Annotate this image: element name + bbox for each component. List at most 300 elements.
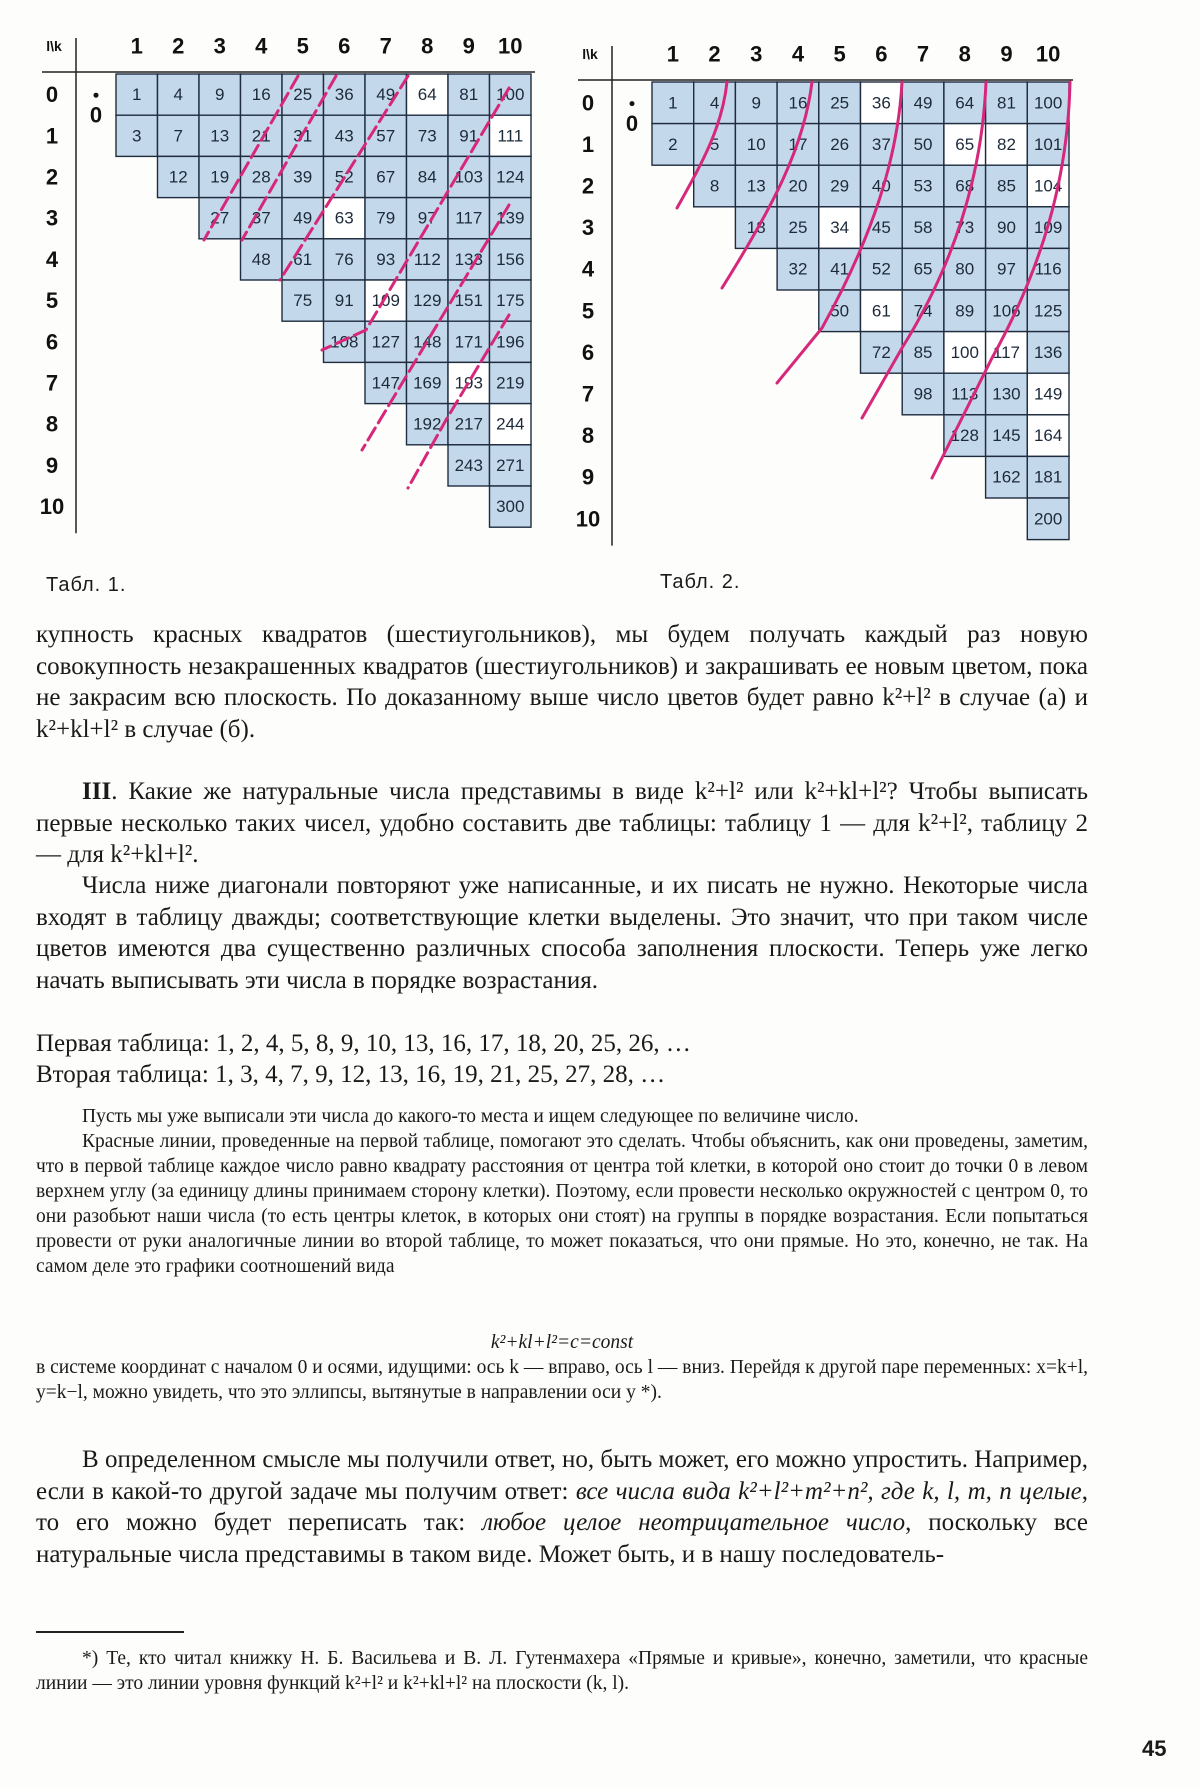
cell-value: 90 xyxy=(996,218,1016,238)
paragraph-3: Числа ниже диагонали повторяют уже написанные, и их писать не нужно. Некоторые числа входят в таблицу дважды; соответствующие клетки выделены. Это значит, что при таком числе цветов имеются два существенно различных способа заполнения плоскости. Теперь уже легко начать выписывать эти числа в порядке возрастания. xyxy=(36,872,1088,994)
row-header: 4 xyxy=(45,246,59,272)
table-cell xyxy=(490,445,532,486)
table-cell xyxy=(448,115,490,156)
table-cell xyxy=(819,248,861,290)
small-paragraph-2: Красные линии, проведенные на первой таблице, помогают это сделать. Чтобы объяснить, как они проведены, заметим, что в первой таблице каждое число равно квадрату расстояния от центра той клетки, в которой оно стоит до точки 0 в левом верхнем углу (за единицу длины принимаем сторону клетки). Поэтому, если провести несколько окружностей с центром 0, то они разобьют наши числа (то есть центры клеток, в которых они стоят) на группы в порядке возрастания. Если попытаться провести от руки аналогичные линии во второй таблице, то может показаться, что они прямые. Но это, конечно, не так. На самом деле это графики соотношений вида xyxy=(36,1131,1088,1277)
cell-value: 196 xyxy=(496,332,525,352)
cell-value: 100 xyxy=(950,342,979,362)
cell-value: 73 xyxy=(417,126,437,146)
cell-value: 81 xyxy=(996,93,1016,113)
sequence-table-1 xyxy=(36,1028,691,1060)
cell-value: 37 xyxy=(251,208,271,228)
cell-value: 72 xyxy=(871,342,891,362)
table-1-grid xyxy=(36,30,546,540)
table-cell xyxy=(944,415,986,457)
small-paragraph-3: в системе координат с началом 0 и осями, идущими: ось k — вправо, ось l — вниз. Перейдя к другой паре переменных: x=k+l, y=k−l, можно увидеть, что это эллипсы, вытянутые в направлении оси y *). xyxy=(36,1357,1088,1403)
cell-value: 18 xyxy=(746,218,766,238)
table-1-caption: Табл. 1. xyxy=(46,574,127,596)
table-cell xyxy=(365,321,407,362)
cell-value: 106 xyxy=(992,301,1021,321)
cell-value: 100 xyxy=(1033,93,1063,113)
column-header: 6 xyxy=(338,33,351,59)
table-cell xyxy=(986,248,1028,290)
column-header: 2 xyxy=(172,33,185,59)
table-cell xyxy=(861,165,903,207)
row-header: 7 xyxy=(581,381,595,407)
column-header: 10 xyxy=(498,33,523,59)
table-cell xyxy=(199,198,241,239)
cell-value: 49 xyxy=(293,208,313,228)
cell-value: 65 xyxy=(913,259,933,279)
row-header: 0 xyxy=(581,90,595,116)
cell-value: 3 xyxy=(132,126,142,146)
table-cell xyxy=(735,165,777,207)
cell-value: 9 xyxy=(215,85,225,105)
column-header: 8 xyxy=(421,33,434,59)
cell-value: 5 xyxy=(709,134,720,154)
footnote-divider xyxy=(36,1631,184,1633)
cell-value: 85 xyxy=(913,342,933,362)
sequence-2-label: Вторая таблица: xyxy=(36,1061,209,1088)
table-cell xyxy=(158,115,200,156)
table-cell xyxy=(282,156,324,197)
column-header: 5 xyxy=(833,41,846,67)
table-cell xyxy=(365,198,407,239)
cell-value: 36 xyxy=(334,85,354,105)
sequence-1-label: Первая таблица: xyxy=(36,1030,210,1057)
cell-value: 20 xyxy=(788,176,808,196)
page-number: 45 xyxy=(1142,1736,1167,1761)
cell-value: 19 xyxy=(210,167,230,187)
origin-label: 0 xyxy=(89,102,103,128)
table-cell xyxy=(116,74,158,115)
table-cell xyxy=(1027,373,1069,415)
cell-value: 128 xyxy=(950,426,979,446)
column-header: 7 xyxy=(379,33,392,59)
cell-value: 300 xyxy=(496,497,525,517)
cell-value: 112 xyxy=(413,249,441,269)
cell-value: 100 xyxy=(496,85,525,105)
cell-value: 13 xyxy=(746,176,766,196)
table-cell xyxy=(116,115,158,156)
cell-value: 2 xyxy=(668,134,678,154)
table-cell xyxy=(777,248,819,290)
cell-value: 67 xyxy=(376,167,396,187)
row-header: 0 xyxy=(45,82,59,108)
table-cell xyxy=(986,456,1028,498)
column-header: 8 xyxy=(958,41,971,67)
table-cell xyxy=(944,332,986,374)
table-cell xyxy=(1027,415,1069,457)
cell-value: 145 xyxy=(992,426,1021,446)
table-cell xyxy=(944,82,986,124)
column-header: 3 xyxy=(750,41,763,67)
table-cell xyxy=(861,290,903,332)
table-cell xyxy=(448,156,490,197)
cell-value: 139 xyxy=(496,208,525,228)
table-cell xyxy=(324,115,366,156)
cell-value: 64 xyxy=(955,93,975,113)
cell-value: 49 xyxy=(376,85,396,105)
table-cell xyxy=(490,486,532,527)
table-cell xyxy=(324,321,366,362)
row-header: 1 xyxy=(45,123,59,149)
column-header: 9 xyxy=(462,33,475,59)
paragraph-2-text: . Какие же натуральные числа представимы в виде k²+l² или k²+kl+l²? Чтобы выписать первые несколько таких чисел, удобно составить две таблицы: таблицу 1 — для k²+l², таблицу 2 — для k²+kl+l². xyxy=(36,778,1088,868)
cell-value: 49 xyxy=(913,93,933,113)
column-header: 7 xyxy=(916,41,930,67)
cell-value: 129 xyxy=(413,291,442,311)
cell-value: 26 xyxy=(830,134,850,154)
row-header: 8 xyxy=(581,423,595,449)
table-cell xyxy=(324,280,366,321)
cell-value: 32 xyxy=(788,259,808,279)
table-cell xyxy=(282,280,324,321)
table-cell xyxy=(1027,456,1069,498)
cell-value: 147 xyxy=(371,373,400,393)
column-header: 3 xyxy=(213,33,226,59)
cell-value: 52 xyxy=(334,167,354,187)
table-cell xyxy=(986,207,1028,249)
column-header: 1 xyxy=(666,41,679,67)
table-cell xyxy=(735,124,777,166)
cell-value: 29 xyxy=(830,176,850,196)
row-header: 3 xyxy=(45,205,59,231)
table-1 xyxy=(36,30,546,540)
cell-value: 89 xyxy=(955,301,975,321)
table-cell xyxy=(158,156,200,197)
table-cell xyxy=(199,115,241,156)
cell-value: 4 xyxy=(709,93,720,113)
cell-value: 9 xyxy=(751,93,761,113)
cell-value: 113 xyxy=(951,384,979,404)
table-2 xyxy=(572,38,1082,548)
table-cell xyxy=(735,82,777,124)
table-cell xyxy=(365,239,407,280)
table-cell xyxy=(819,124,861,166)
cell-value: 97 xyxy=(996,259,1016,279)
cell-value: 61 xyxy=(871,301,891,321)
origin-dot xyxy=(94,93,99,98)
cell-value: 75 xyxy=(293,291,313,311)
corner-label: l\k xyxy=(582,46,598,62)
cell-value: 1 xyxy=(132,85,142,105)
cell-value: 61 xyxy=(293,249,313,269)
table-cell xyxy=(1027,498,1069,540)
sequence-2-values: 1, 3, 4, 7, 9, 12, 13, 16, 19, 21, 25, 27, 28, … xyxy=(215,1061,666,1088)
cell-value: 57 xyxy=(376,126,396,146)
cell-value: 130 xyxy=(992,384,1021,404)
row-header: 1 xyxy=(581,131,595,157)
table-cell xyxy=(490,115,532,156)
cell-value: 101 xyxy=(1033,134,1063,154)
cell-value: 43 xyxy=(334,126,354,146)
footnote: *) Те, кто читал книжку Н. Б. Васильева и В. Л. Гутенмахера «Прямые и кривые», конечно, заметили, что красные линии — это линии уровня функций k²+l² и k²+kl+l² на плоскости (k, l). xyxy=(36,1648,1088,1694)
table-cell xyxy=(1027,290,1069,332)
table-cell xyxy=(1027,165,1069,207)
table-cell xyxy=(490,362,532,403)
cell-value: 193 xyxy=(454,373,483,393)
column-header: 2 xyxy=(708,41,721,67)
row-header: 10 xyxy=(575,506,601,532)
cell-value: 1 xyxy=(668,93,678,113)
cell-value: 45 xyxy=(871,218,891,238)
cell-value: 50 xyxy=(913,134,933,154)
cell-value: 111 xyxy=(497,126,524,146)
cell-value: 109 xyxy=(1033,218,1063,238)
paragraph-4-italic-2: любое целое неотрицательное число xyxy=(482,1509,906,1536)
cell-value: 10 xyxy=(746,134,766,154)
table-cell xyxy=(407,115,449,156)
table-cell xyxy=(448,445,490,486)
paragraph-4 xyxy=(36,1444,1088,1570)
cell-value: 17 xyxy=(788,134,808,154)
table-cell xyxy=(777,165,819,207)
column-header: 1 xyxy=(130,33,143,59)
cell-value: 74 xyxy=(913,301,933,321)
cell-value: 79 xyxy=(376,208,396,228)
paragraph-1: купность красных квадратов (шестиугольников), мы будем получать каждый раз новую совокупность незакрашенных квадратов (шестиугольников) и закрашивать ее новым цветом, пока не закрасим всю плоскость. По доказанному выше число цветов будет равно k²+l² в случае (а) и k²+kl+l² в случае (б). xyxy=(36,621,1088,743)
cell-value: 81 xyxy=(459,85,479,105)
table-cell xyxy=(448,74,490,115)
cell-value: 63 xyxy=(334,208,354,228)
cell-value: 103 xyxy=(454,167,483,187)
origin-label: 0 xyxy=(625,111,639,137)
cell-value: 37 xyxy=(871,134,891,154)
cell-value: 109 xyxy=(371,291,400,311)
small-paragraph-1: Пусть мы уже выписали эти числа до какого-то места и ищем следующее по величине число. xyxy=(82,1106,859,1127)
table-cell xyxy=(861,207,903,249)
table-cell xyxy=(819,207,861,249)
table-2-grid xyxy=(572,38,1082,548)
row-header: 6 xyxy=(581,339,595,365)
paragraph-4-text-b: , то его можно будет переписать так: xyxy=(36,1477,1088,1536)
table-cell xyxy=(365,362,407,403)
table-cell xyxy=(1027,82,1069,124)
column-header: 4 xyxy=(791,41,805,67)
cell-value: 50 xyxy=(830,301,850,321)
table-cell xyxy=(986,82,1028,124)
cell-value: 136 xyxy=(1033,342,1063,362)
cell-value: 151 xyxy=(454,291,483,311)
cell-value: 156 xyxy=(496,249,525,269)
table-cell xyxy=(902,165,944,207)
table-cell xyxy=(490,404,532,445)
cell-value: 124 xyxy=(496,167,525,187)
table-cell xyxy=(986,124,1028,166)
cell-value: 65 xyxy=(955,134,975,154)
row-header: 2 xyxy=(45,164,59,190)
table-cell xyxy=(944,373,986,415)
row-header: 3 xyxy=(581,215,595,241)
table-cell xyxy=(819,165,861,207)
table-cell xyxy=(490,156,532,197)
table-cell xyxy=(1027,332,1069,374)
cell-value: 148 xyxy=(413,332,442,352)
cell-value: 82 xyxy=(996,134,1016,154)
table-cell xyxy=(986,415,1028,457)
cell-value: 217 xyxy=(454,414,483,434)
table-cell xyxy=(986,373,1028,415)
cell-value: 271 xyxy=(496,455,525,475)
cell-value: 116 xyxy=(1034,259,1062,279)
cell-value: 91 xyxy=(459,126,479,146)
table-2-caption: Табл. 2. xyxy=(660,571,741,593)
table-cell xyxy=(986,165,1028,207)
cell-value: 80 xyxy=(955,259,975,279)
paragraph-4-text-c: , поскольку все натуральные числа представимы в таком виде. Может быть, и в нашу последователь- xyxy=(36,1509,1089,1568)
cell-value: 12 xyxy=(168,167,188,187)
section-number: III xyxy=(82,778,112,805)
table-cell xyxy=(652,82,694,124)
cell-value: 149 xyxy=(1033,384,1063,404)
table-cell xyxy=(944,290,986,332)
paragraph-4-text-a: В определенном смысле мы получили ответ, но, быть может, его можно упростить. Например, если в какой-то другой задаче мы получим ответ: xyxy=(36,1446,1088,1505)
table-cell xyxy=(694,165,736,207)
cell-value: 73 xyxy=(955,218,975,238)
sequence-table-2 xyxy=(36,1059,665,1091)
table-cell xyxy=(819,82,861,124)
cell-value: 181 xyxy=(1033,467,1063,487)
table-cell xyxy=(241,115,283,156)
table-cell xyxy=(694,82,736,124)
cell-value: 84 xyxy=(417,167,437,187)
table-cell xyxy=(861,248,903,290)
cell-value: 244 xyxy=(496,414,525,434)
table-cell xyxy=(241,74,283,115)
cell-value: 16 xyxy=(251,85,271,105)
table-cell xyxy=(324,239,366,280)
cell-value: 7 xyxy=(173,126,183,146)
table-cell xyxy=(448,198,490,239)
cell-value: 16 xyxy=(788,93,808,113)
table-cell xyxy=(365,280,407,321)
cell-value: 8 xyxy=(709,176,720,196)
formula: k²+kl+l²=c=const xyxy=(490,1332,634,1353)
cell-value: 58 xyxy=(913,218,933,238)
row-header: 8 xyxy=(45,411,59,437)
table-cell xyxy=(944,165,986,207)
cell-value: 127 xyxy=(371,332,400,352)
cell-value: 98 xyxy=(913,384,933,404)
table-cell xyxy=(986,332,1028,374)
column-header: 4 xyxy=(255,33,268,59)
cell-value: 104 xyxy=(1033,176,1063,196)
row-header: 6 xyxy=(45,329,59,355)
cell-value: 133 xyxy=(454,249,483,269)
row-header: 4 xyxy=(581,256,595,282)
cell-value: 36 xyxy=(871,93,891,113)
cell-value: 192 xyxy=(413,414,442,434)
cell-value: 125 xyxy=(1033,301,1063,321)
cell-value: 108 xyxy=(330,332,359,352)
cell-value: 40 xyxy=(871,176,891,196)
cell-value: 34 xyxy=(830,218,850,238)
row-header: 9 xyxy=(581,464,595,490)
table-cell xyxy=(241,239,283,280)
column-header: 5 xyxy=(296,33,309,59)
table-cell xyxy=(407,404,449,445)
table-cell xyxy=(199,74,241,115)
row-header: 9 xyxy=(45,452,59,478)
cell-value: 41 xyxy=(830,259,850,279)
sequence-1-values: 1, 2, 4, 5, 8, 9, 10, 13, 16, 17, 18, 20, 25, 26, … xyxy=(215,1030,691,1057)
table-cell xyxy=(407,362,449,403)
table-cell xyxy=(448,280,490,321)
row-header: 5 xyxy=(581,298,595,324)
table-cell xyxy=(407,239,449,280)
cell-value: 21 xyxy=(251,126,271,146)
cell-value: 117 xyxy=(992,342,1021,362)
cell-value: 243 xyxy=(454,455,483,475)
table-cell xyxy=(448,404,490,445)
table-cell xyxy=(490,198,532,239)
table-cell xyxy=(652,124,694,166)
corner-label: l\k xyxy=(46,38,62,54)
cell-value: 25 xyxy=(788,218,808,238)
table-cell xyxy=(158,74,200,115)
table-cell xyxy=(365,156,407,197)
cell-value: 25 xyxy=(830,93,850,113)
cell-value: 117 xyxy=(455,208,483,228)
cell-value: 219 xyxy=(496,373,525,393)
table-cell xyxy=(490,239,532,280)
row-header: 2 xyxy=(581,173,595,199)
row-header: 7 xyxy=(45,370,59,396)
table-cell xyxy=(777,207,819,249)
column-header: 10 xyxy=(1035,41,1061,67)
column-header: 9 xyxy=(1000,41,1013,67)
cell-value: 48 xyxy=(251,249,271,269)
table-cell xyxy=(407,156,449,197)
cell-value: 64 xyxy=(417,85,437,105)
table-cell xyxy=(407,74,449,115)
cell-value: 85 xyxy=(996,176,1016,196)
row-header: 10 xyxy=(39,494,65,520)
cell-value: 162 xyxy=(992,467,1021,487)
origin-dot xyxy=(630,101,635,106)
table-cell xyxy=(902,124,944,166)
cell-value: 91 xyxy=(334,291,354,311)
table-cell xyxy=(735,207,777,249)
cell-value: 31 xyxy=(293,126,313,146)
cell-value: 97 xyxy=(417,208,437,228)
cell-value: 4 xyxy=(173,85,183,105)
paragraph-2 xyxy=(36,776,1088,871)
table-cell xyxy=(902,82,944,124)
cell-value: 171 xyxy=(454,332,483,352)
cell-value: 200 xyxy=(1033,509,1063,529)
cell-value: 39 xyxy=(293,167,313,187)
table-cell xyxy=(861,332,903,374)
cell-value: 93 xyxy=(376,249,396,269)
paragraph-4-italic-1: все числа вида k²+l²+m²+n², где k, l, m, n целые xyxy=(575,1477,1082,1505)
cell-value: 175 xyxy=(496,291,525,311)
cell-value: 52 xyxy=(871,259,891,279)
table-cell xyxy=(324,198,366,239)
table-cell xyxy=(490,321,532,362)
table-cell xyxy=(199,156,241,197)
cell-value: 13 xyxy=(210,126,230,146)
table-cell xyxy=(861,82,903,124)
cell-value: 27 xyxy=(210,208,230,228)
cell-value: 28 xyxy=(251,167,271,187)
cell-value: 76 xyxy=(334,249,354,269)
table-cell xyxy=(902,373,944,415)
column-header: 6 xyxy=(875,41,888,67)
row-header: 5 xyxy=(45,288,59,314)
cell-value: 169 xyxy=(413,373,442,393)
